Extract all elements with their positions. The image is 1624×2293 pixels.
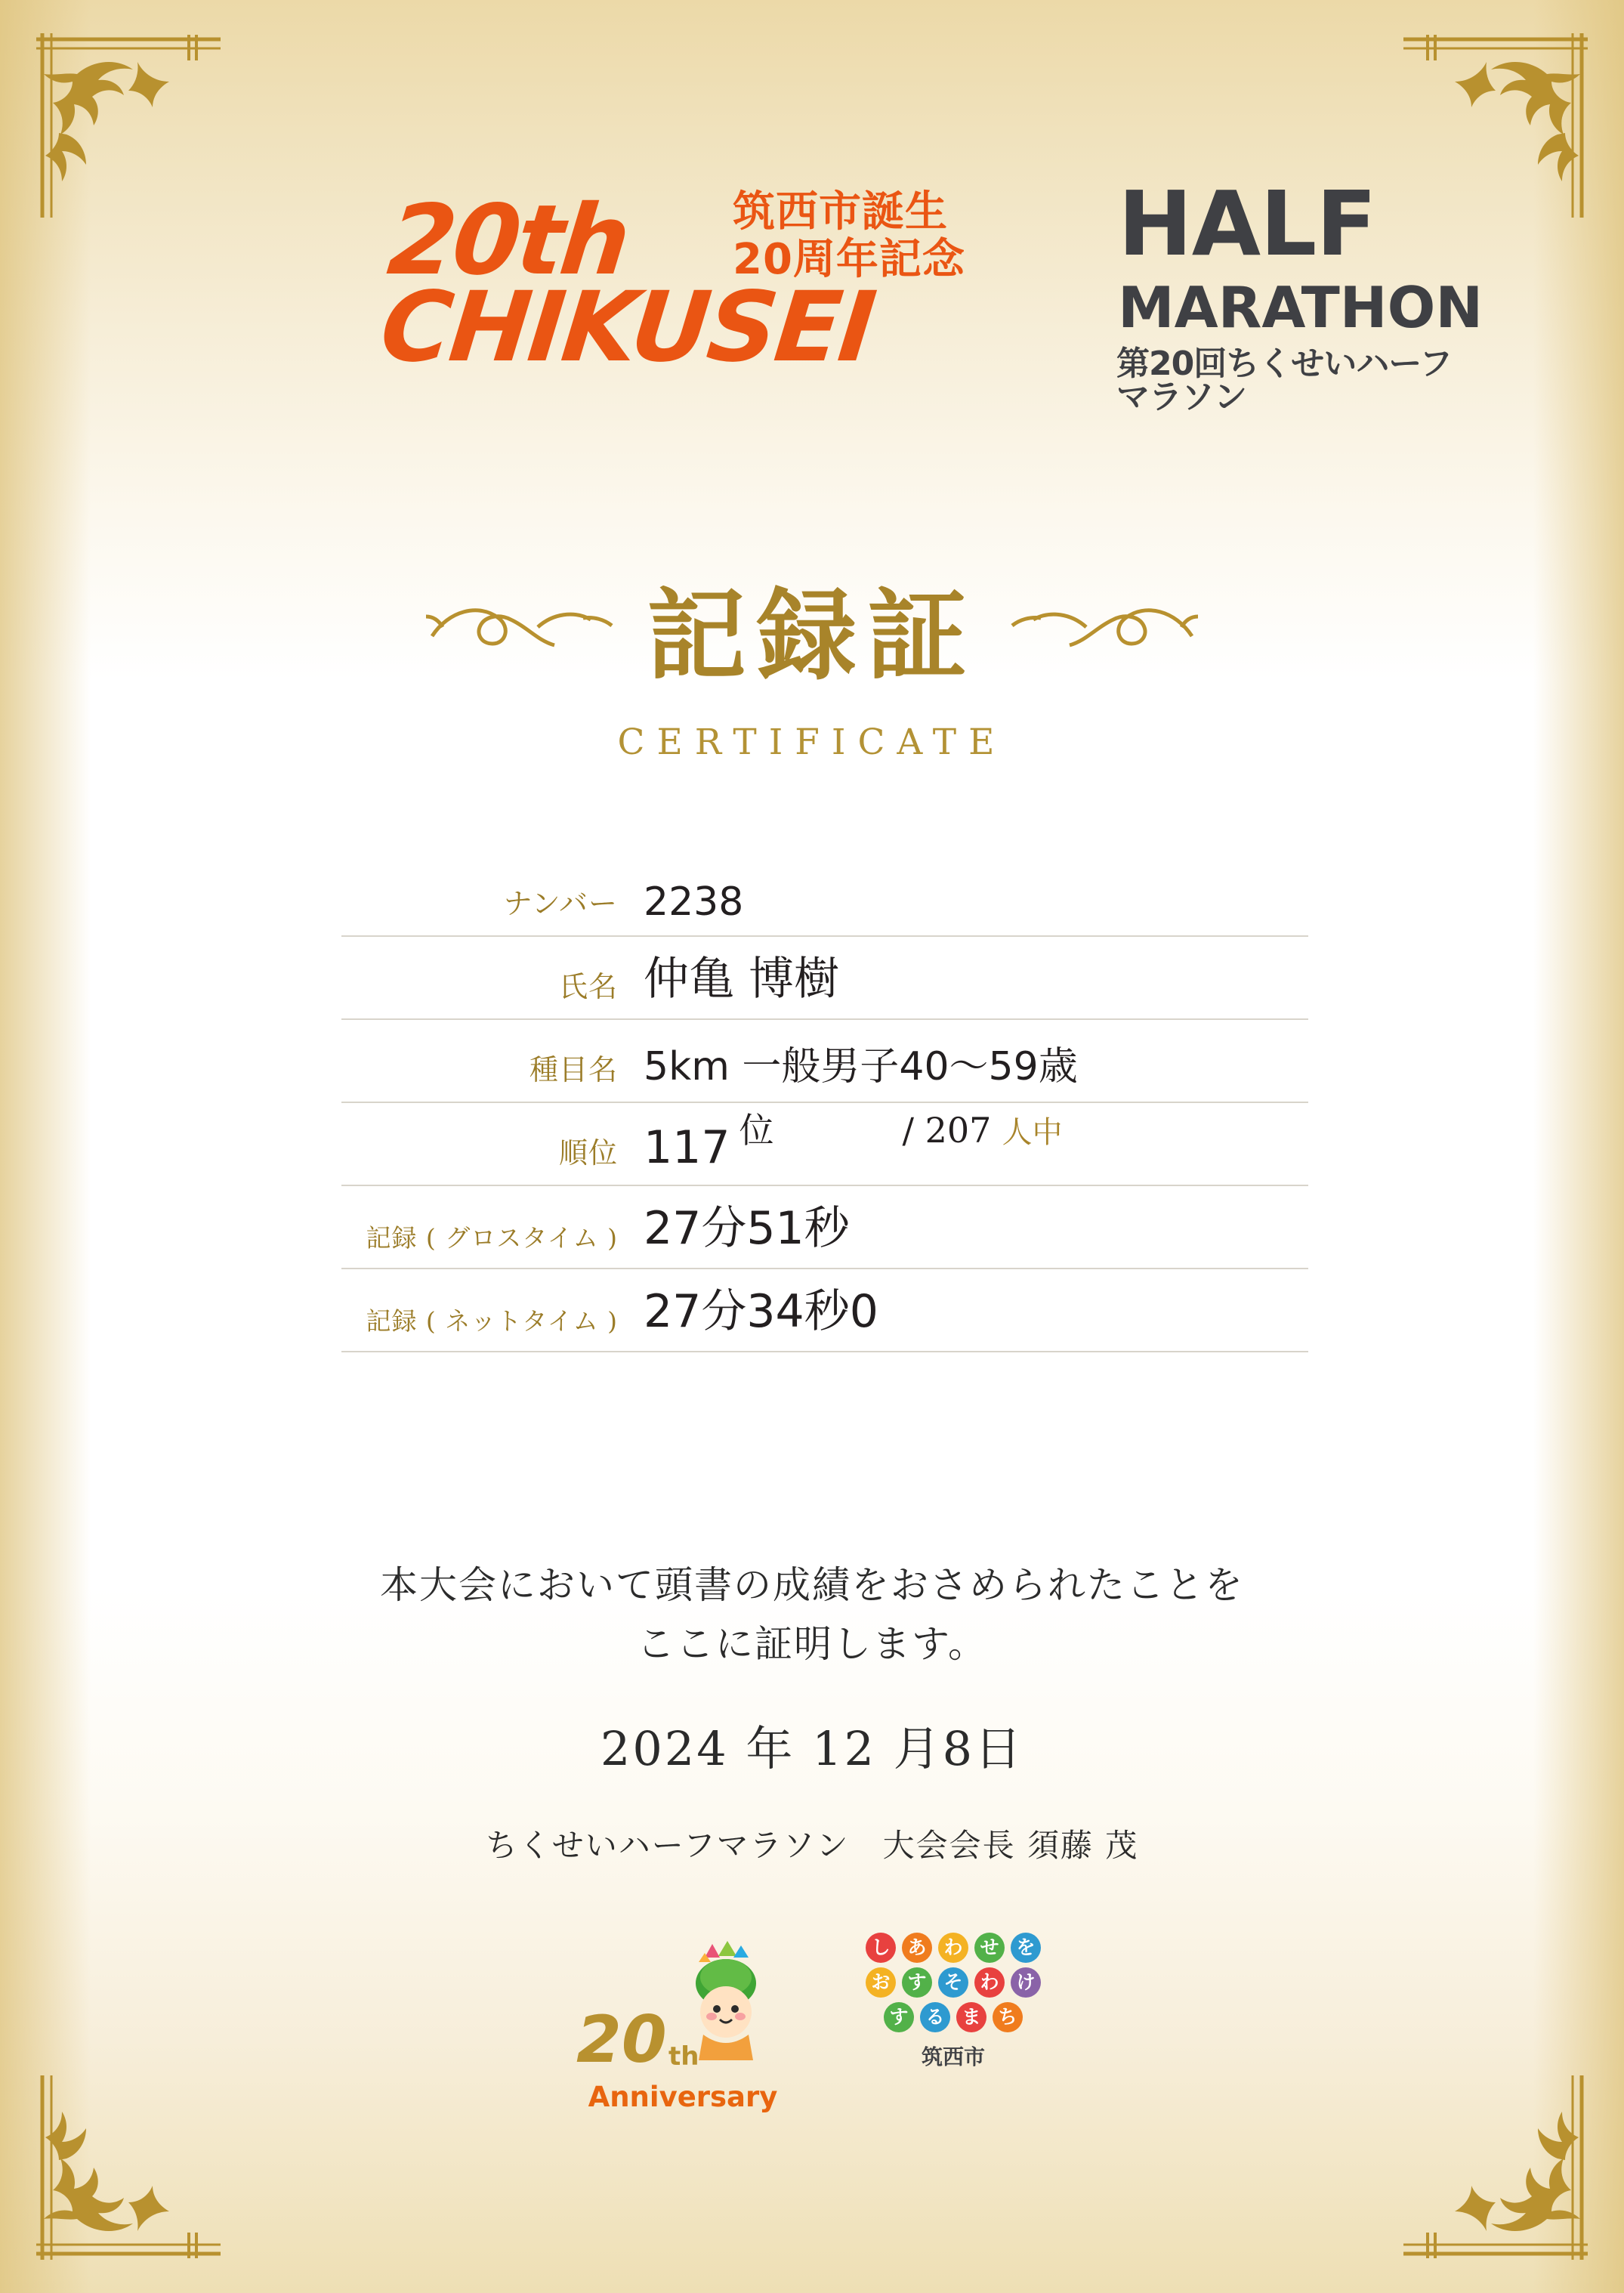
city-char: わ: [974, 1967, 1005, 1998]
field-value-category: 5km 一般男子40〜59歳: [644, 1044, 1078, 1089]
city-char: す: [884, 2002, 914, 2032]
bottom-logos: [0, 1923, 1624, 2127]
logo-jp-anniversary-line1: 筑西市誕生: [733, 187, 948, 236]
field-value-gross-time: 27分51秒: [644, 1202, 850, 1255]
city-char: わ: [938, 1933, 968, 1963]
field-label-name: 氏名: [558, 970, 618, 1003]
city-char: お: [866, 1967, 896, 1998]
anniversary-logo: [569, 1923, 795, 2127]
field-row-gross-time: [341, 1186, 1308, 1269]
field-row-net-time: [341, 1269, 1308, 1352]
field-label-category: 種目名: [529, 1053, 618, 1086]
field-row-rank: [341, 1103, 1308, 1186]
city-char: け: [1011, 1967, 1041, 1998]
city-char: あ: [902, 1933, 932, 1963]
field-label-gross-time: 記録 ( グロスタイム ): [366, 1223, 618, 1253]
field-value-rank-total: / 207: [902, 1110, 992, 1151]
certificate-statement: [0, 1556, 1624, 1673]
field-label-rank: 順位: [558, 1136, 618, 1170]
field-label-number: ナンバー: [503, 887, 618, 920]
event-logo: [0, 162, 1624, 468]
city-char: ち: [993, 2002, 1023, 2032]
certificate-title: 記録証: [647, 577, 977, 694]
certificate-date: 2024 年 12 月8日: [600, 1721, 1024, 1776]
city-sticker: [851, 1930, 1055, 2071]
anniversary-th: th: [668, 2041, 699, 2072]
city-char: そ: [938, 1967, 968, 1998]
logo-20th: 20th: [383, 184, 633, 297]
logo-half: HALF: [1118, 172, 1376, 276]
city-brand-logo: [851, 1923, 1055, 2112]
city-char: る: [920, 2002, 950, 2032]
field-value-rank: 117: [644, 1121, 730, 1174]
statement-line2: ここに証明します。: [637, 1621, 987, 1666]
field-row-category: [341, 1020, 1308, 1103]
anniversary-word: Anniversary: [588, 2081, 778, 2113]
city-char: す: [902, 1967, 932, 1998]
city-name: 筑西市: [921, 2044, 985, 2069]
field-label-net-time: 記録 ( ネットタイム ): [366, 1306, 618, 1336]
flourish-left-icon: [425, 582, 621, 672]
certificate-title-row: [0, 555, 1624, 699]
logo-jp-anniversary-line2: 20周年記念: [733, 234, 965, 284]
field-value-number: 2238: [644, 879, 744, 925]
city-char: ま: [956, 2002, 986, 2032]
result-fields: [341, 854, 1308, 1352]
anniversary-number: 20: [576, 2002, 667, 2078]
field-value-net-time: 27分34秒0: [644, 1285, 878, 1338]
logo-marathon: MARATHON: [1118, 274, 1484, 341]
logo-chikusei: CHIKUSEI: [375, 271, 879, 384]
city-line-2: [851, 1965, 1055, 2000]
flourish-right-icon: [1003, 582, 1199, 672]
field-value-name: 仲亀 博樹: [644, 953, 840, 1006]
logo-jp-anniversary: [733, 189, 965, 283]
city-char: し: [866, 1933, 896, 1963]
city-line-3: [851, 2000, 1055, 2035]
field-row-number: [341, 854, 1308, 937]
field-value-rank-total-unit: 人中: [1002, 1115, 1063, 1150]
statement-line1: 本大会において頭書の成績をおさめられたことを: [380, 1563, 1244, 1607]
city-char: せ: [974, 1933, 1005, 1963]
certificate-signature: ちくせいハーフマラソン 大会会長 須藤 茂: [485, 1827, 1139, 1864]
certificate-subtitle: CERTIFICATE: [617, 722, 1007, 763]
field-row-name: [341, 937, 1308, 1020]
city-line-1: [851, 1930, 1055, 1965]
field-value-rank-unit: 位: [739, 1110, 774, 1151]
logo-jp-event-title: 第20回ちくせいハーフマラソン: [1116, 345, 1453, 416]
city-char: を: [1011, 1933, 1041, 1963]
